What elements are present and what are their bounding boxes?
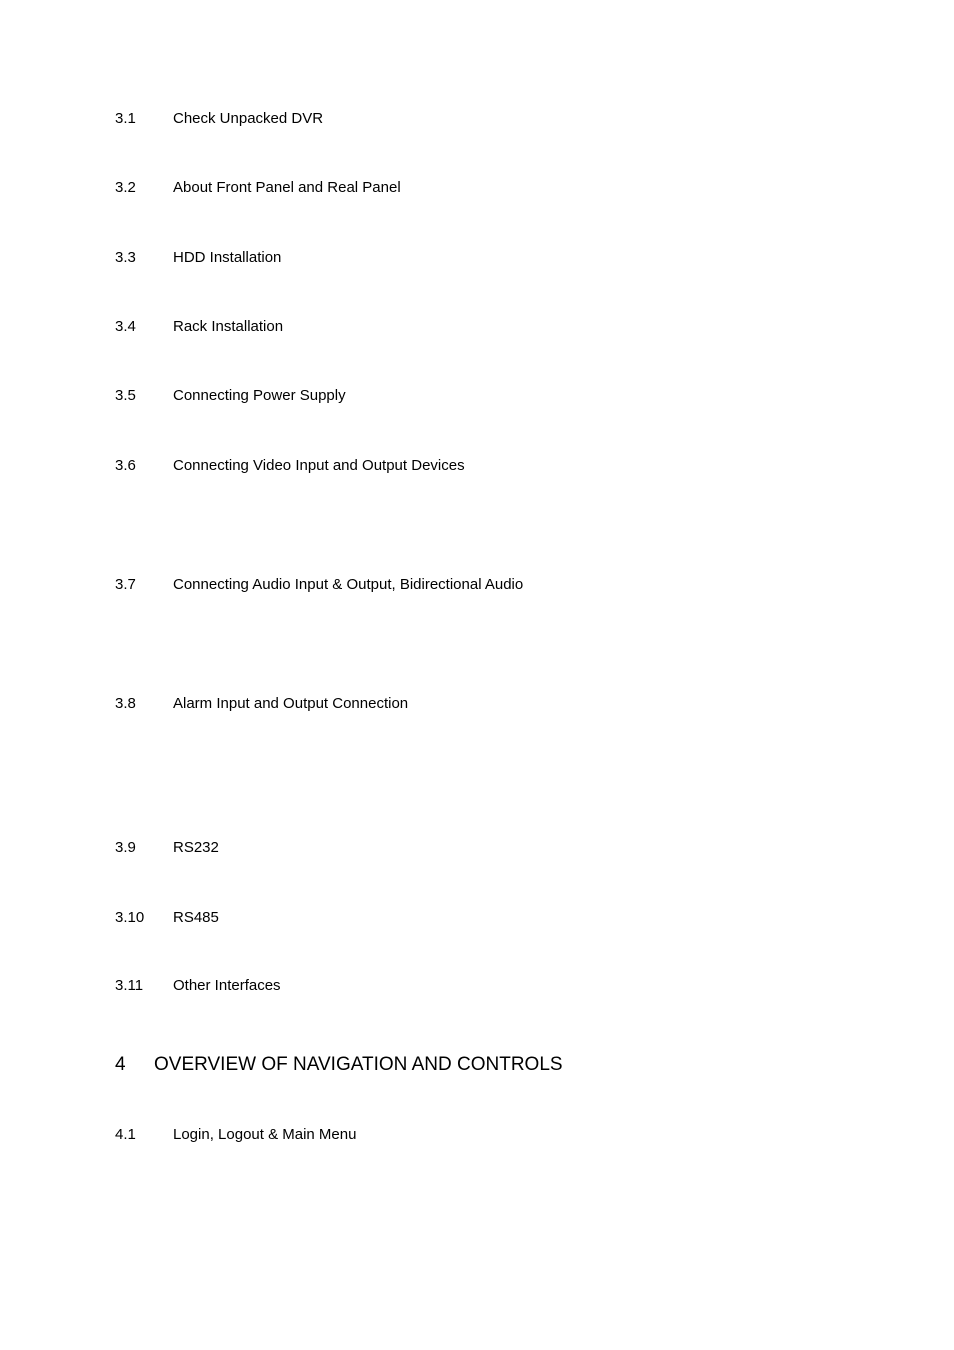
section-number: 3.4 [115, 318, 136, 335]
section-number: 4.1 [115, 1126, 136, 1143]
section-title: Connecting Video Input and Output Devices [173, 457, 465, 474]
section-title: Connecting Audio Input & Output, Bidirectional Audio [173, 576, 524, 593]
section-number: 3.5 [115, 387, 136, 404]
section-number: 3.11 [115, 977, 144, 994]
section-number: 3.8 [115, 695, 136, 712]
section-number: 3.10 [115, 909, 145, 926]
chapter-number: 4 [115, 1054, 126, 1075]
section-title: RS485 [173, 909, 219, 926]
section-number: 3.7 [115, 576, 136, 593]
section-number: 3.1 [115, 110, 136, 127]
section-title: Check Unpacked DVR [173, 110, 324, 127]
chapter-title: OVERVIEW OF NAVIGATION AND CONTROLS [154, 1054, 563, 1075]
section-title: Rack Installation [173, 318, 284, 335]
section-number: 3.6 [115, 457, 136, 474]
section-title: Other Interfaces [173, 977, 281, 994]
section-number: 3.2 [115, 179, 136, 196]
section-number: 3.9 [115, 839, 136, 856]
section-title: HDD Installation [173, 249, 282, 266]
section-title: RS232 [173, 839, 219, 856]
section-title: Alarm Input and Output Connection [173, 695, 409, 712]
section-number: 3.3 [115, 249, 136, 266]
section-title: About Front Panel and Real Panel [173, 179, 401, 196]
section-title: Login, Logout & Main Menu [173, 1126, 357, 1143]
section-title: Connecting Power Supply [173, 387, 346, 404]
